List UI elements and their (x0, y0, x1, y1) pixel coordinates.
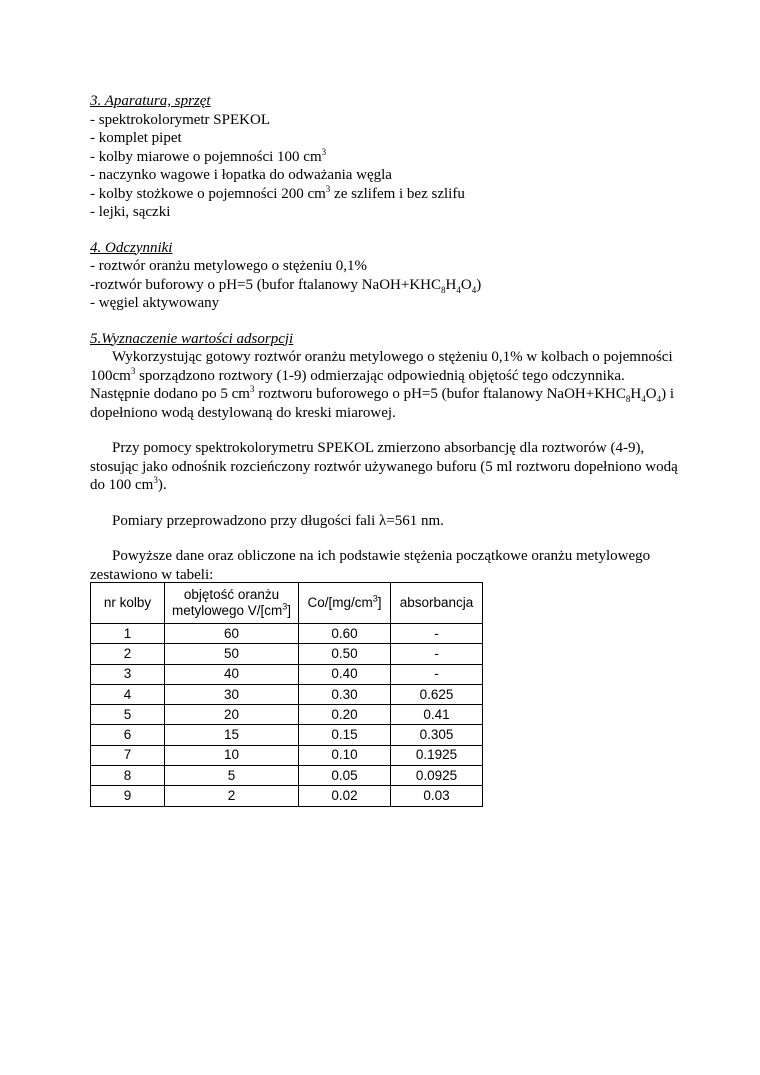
table-row (91, 664, 483, 684)
list-item: -roztwór buforowy o pH=5 (bufor ftalanowy $NaOH+KHC_8H_4O_4$) (90, 276, 482, 295)
cell-volume: 10 (165, 745, 299, 765)
list-item: - węgiel aktywowany (90, 295, 220, 311)
table-row (91, 644, 483, 664)
cell-concentration: 0.05 (299, 766, 391, 786)
table-row (91, 745, 483, 765)
cell-concentration: 0.10 (299, 745, 391, 765)
cell-nr: 7 (91, 745, 165, 765)
cell-volume: 5 (165, 766, 299, 786)
cell-absorbance: 0.305 (391, 725, 483, 745)
cell-volume: 30 (165, 684, 299, 704)
list-item: - kolby miarowe o pojemności 100 $cm^3$ (90, 146, 327, 165)
cell-volume: 20 (165, 705, 299, 725)
table-row (91, 786, 483, 806)
header-concentration: $Co/[mg/cm^3]$ (299, 583, 391, 624)
cell-nr: 1 (91, 624, 165, 644)
cell-concentration: 0.30 (299, 684, 391, 704)
paragraph: Pomiary przeprowadzono przy długości fali λ=561 nm. (112, 512, 444, 529)
results-table (90, 582, 483, 807)
cell-volume: 60 (165, 624, 299, 644)
section-reagents (90, 239, 680, 313)
cell-absorbance: 0.1925 (391, 745, 483, 765)
cell-concentration: 0.50 (299, 644, 391, 664)
table-row (91, 624, 483, 644)
cell-nr: 9 (91, 786, 165, 806)
cell-absorbance: - (391, 644, 483, 664)
cell-nr: 3 (91, 664, 165, 684)
table-row (91, 766, 483, 786)
table-header-row (91, 583, 483, 624)
cell-concentration: 0.20 (299, 705, 391, 725)
header-nr-kolby: nr kolby (91, 583, 165, 624)
list-item: - kolby stożkowe o pojemności 200 $cm^3$ ze szlifem i bez szlifu (90, 183, 465, 202)
cell-concentration: 0.02 (299, 786, 391, 806)
cell-concentration: 0.60 (299, 624, 391, 644)
cell-absorbance: 0.03 (391, 786, 483, 806)
cell-volume: 50 (165, 644, 299, 664)
cell-nr: 5 (91, 705, 165, 725)
cell-absorbance: 0.41 (391, 705, 483, 725)
cell-concentration: 0.40 (299, 664, 391, 684)
section-apparatus (90, 92, 680, 222)
cell-absorbance: - (391, 664, 483, 684)
cell-absorbance: 0.625 (391, 684, 483, 704)
header-volume: objętość oranżu metylowego $V/[cm^3]$ (165, 583, 299, 624)
document-body (90, 92, 680, 584)
cell-nr: 8 (91, 766, 165, 786)
cell-nr: 4 (91, 684, 165, 704)
paragraph: Powyższe dane oraz obliczone na ich podstawie stężenia początkowe oranżu metylowego zestawiono w tabeli: (90, 548, 651, 583)
cell-nr: 2 (91, 644, 165, 664)
cell-nr: 6 (91, 725, 165, 745)
table-row (91, 705, 483, 725)
cell-volume: 2 (165, 786, 299, 806)
table-row (91, 725, 483, 745)
list-item: - naczynko wagowe i łopatka do odważania węgla (90, 167, 392, 183)
list-item: - spektrokolorymetr SPEKOL (90, 111, 270, 128)
section-heading: 5.Wyznaczenie wartości adsorpcji (90, 330, 294, 347)
header-absorbance: absorbancja (391, 583, 483, 624)
cell-absorbance: 0.0925 (391, 766, 483, 786)
section-adsorption (90, 330, 680, 585)
table-row (91, 684, 483, 704)
cell-volume: 15 (165, 725, 299, 745)
list-item: - roztwór oranżu metylowego o stężeniu 0,1% (90, 258, 367, 274)
list-item: - lejki, sączki (90, 204, 171, 220)
paragraph: Przy pomocy spektrokolorymetru SPEKOL zmierzono absorbancję dla roztworów (4-9), stosując jako odnośnik rozcieńczony roztwór używanego buforu (5 ml roztworu dopełniono wodą do 100 $cm^3$). (90, 440, 678, 493)
cell-concentration: 0.15 (299, 725, 391, 745)
paragraph: Wykorzystując gotowy roztwór oranżu metylowego o stężeniu 0,1% w kolbach o pojemności $100cm^3$ sporządzono roztwory (1-9) odmierzając odpowiednią objętość tego odczynnika. Następnie dodano po 5 $cm^3$ roztworu buforowego o pH=5 (bufor ftalanowy $NaOH+KHC_8H_4O_4$) i dopełniono wodą destylowaną do kreski miarowej. (90, 349, 674, 421)
list-item: - komplet pipet (90, 130, 182, 146)
section-heading: 3. Aparatura, sprzęt (90, 93, 211, 109)
cell-absorbance: - (391, 624, 483, 644)
cell-volume: 40 (165, 664, 299, 684)
section-heading: 4. Odczynniki (90, 239, 173, 256)
